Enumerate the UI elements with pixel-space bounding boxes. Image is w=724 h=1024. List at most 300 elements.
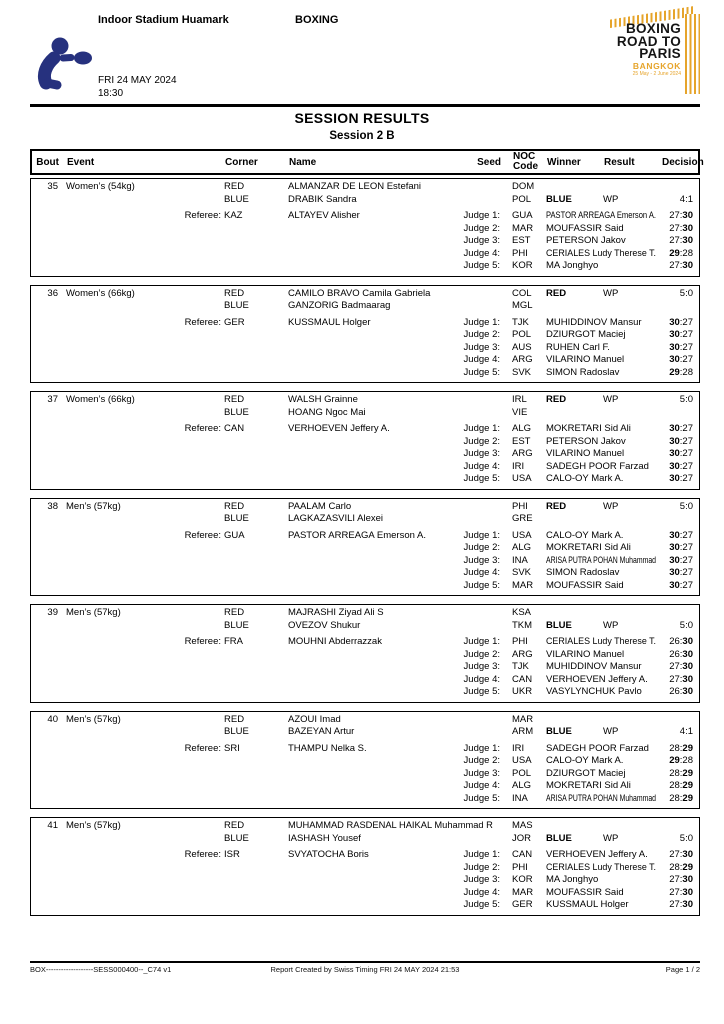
score-red: 30 [669, 448, 680, 459]
score-red: 30 [669, 473, 680, 484]
referee-judge1-row [31, 743, 699, 756]
seed-red [431, 714, 506, 727]
referee-noc: SRI [224, 742, 240, 754]
referee-noc: GER [224, 316, 245, 328]
judge-row [31, 448, 699, 461]
score-separator: : [679, 473, 683, 484]
judge-row [31, 899, 699, 912]
score-blue: 27 [682, 567, 693, 578]
score-red: 26 [669, 648, 680, 660]
bout-number: 40 [47, 713, 58, 725]
score-red: 28 [669, 792, 680, 804]
score-separator: : [679, 247, 683, 259]
red-corner-row [31, 181, 699, 194]
referee-judge1-row [31, 423, 699, 436]
judge-name: DZIURGOT Maciej [546, 329, 626, 340]
judge-noc: ARG [512, 354, 533, 365]
seed-red [431, 394, 506, 407]
judge-label: Judge 5: [463, 899, 500, 910]
score-red: 30 [669, 316, 680, 328]
judge-row [31, 223, 699, 236]
session-date: FRI 24 MAY 2024 [98, 75, 177, 86]
boxer-name-blue: HOANG Ngoc Mai [288, 406, 366, 418]
judge-row [31, 780, 699, 793]
score-separator: : [679, 316, 683, 328]
judge-name: PASTOR ARREAGA Emerson A. [546, 210, 656, 221]
logo-line1: BOXING [625, 21, 681, 36]
decision-value: 5:0 [679, 287, 693, 299]
judge-score [661, 436, 699, 449]
winner-label: BLUE [546, 726, 572, 737]
judge-score [661, 674, 699, 687]
referee-name: SVYATOCHA Boris [288, 849, 369, 860]
result-label [603, 181, 661, 194]
score-blue: 30 [682, 260, 693, 271]
seed-blue [431, 513, 506, 526]
referee-judge1-row [31, 530, 699, 543]
judge-score [661, 235, 699, 248]
judge-row [31, 248, 699, 261]
logo-stripe-bar [685, 14, 700, 94]
judge-label: Judge 3: [463, 554, 500, 566]
judge-score [661, 567, 699, 580]
score-red: 27 [669, 235, 680, 246]
corner-label-red: RED [224, 820, 245, 831]
noc-red: COL [512, 287, 532, 299]
judge-name: SADEGH POOR Farzad [546, 742, 649, 754]
score-blue: 27 [682, 329, 693, 340]
red-corner-row [31, 394, 699, 407]
score-red: 30 [669, 460, 680, 472]
referee-label: Referee: [184, 529, 221, 541]
noc-blue: POL [512, 193, 532, 205]
score-blue: 27 [682, 435, 693, 447]
blue-corner-row [31, 407, 699, 420]
noc-red: DOM [512, 181, 535, 192]
judge-noc: POL [512, 767, 532, 779]
judge-row [31, 436, 699, 449]
judge-score [661, 793, 699, 806]
result-label: WP [603, 619, 619, 631]
result-label [603, 407, 661, 420]
judge-score [661, 636, 699, 649]
noc-blue: MGL [512, 300, 533, 311]
bout-number: 37 [47, 394, 58, 405]
winner-label [546, 181, 603, 194]
col-event: Event [67, 156, 95, 168]
judge-name: CALO-OY Mark A. [546, 755, 624, 766]
score-separator: : [679, 435, 683, 447]
result-label [603, 513, 661, 526]
judge-score [661, 530, 699, 543]
seed-red [431, 181, 506, 194]
winner-label: RED [546, 287, 567, 299]
referee-label: Referee: [184, 210, 221, 221]
boxer-name-red: PAALAM Carlo [288, 500, 352, 512]
blue-corner-row [31, 513, 699, 526]
session-datetime [98, 74, 177, 100]
score-red: 30 [669, 542, 680, 553]
judge-name: MOKRETARI Sid Ali [546, 423, 631, 434]
col-noc-code: NOC Code [513, 151, 538, 172]
score-separator: : [679, 222, 683, 234]
judge-name: CERIALES Ludy Therese T. [546, 636, 657, 647]
score-red: 26 [669, 686, 680, 697]
judge-row [31, 567, 699, 580]
score-blue: 30 [682, 636, 693, 647]
judge-row [31, 887, 699, 900]
judge-noc: INA [512, 792, 528, 804]
judge-score [661, 448, 699, 461]
score-red: 28 [669, 780, 680, 791]
judge-noc: ALG [512, 423, 532, 434]
judge-row [31, 461, 699, 474]
score-blue: 28 [682, 755, 693, 766]
judge-name: SIMON Radoslav [546, 366, 620, 378]
referee-judge1-row [31, 636, 699, 649]
event-logo [596, 6, 700, 102]
decision-value [661, 714, 699, 727]
judge-name: VILARINO Manuel [546, 648, 625, 660]
referee-judge1-row [31, 210, 699, 223]
score-red: 29 [669, 755, 680, 766]
score-blue: 30 [682, 648, 693, 660]
judge-rows [31, 436, 699, 486]
judge-row [31, 661, 699, 674]
decision-value: 5:0 [679, 619, 693, 631]
result-label: WP [603, 394, 619, 405]
referee-label: Referee: [184, 316, 221, 328]
bout-section [30, 498, 700, 597]
table-header [30, 149, 704, 175]
judge-score [661, 862, 699, 875]
event-name: Women’s (66kg) [66, 394, 135, 405]
judge-name: VERHOEVEN Jeffery A. [546, 849, 648, 860]
decision-value [661, 300, 699, 313]
judge-row [31, 755, 699, 768]
boxer-name-blue: GANZORIG Badmaarag [288, 300, 391, 311]
score-red: 30 [669, 354, 680, 365]
score-red: 28 [669, 861, 680, 873]
page-title: SESSION RESULTS [294, 110, 430, 126]
score-blue: 30 [682, 210, 693, 221]
score-separator: : [679, 742, 683, 754]
score-separator: : [679, 780, 683, 791]
judge-label: Judge 3: [463, 341, 500, 353]
blue-corner-row [31, 726, 699, 739]
judge-score [661, 210, 699, 223]
bout-number: 35 [47, 181, 58, 192]
bouts [30, 178, 700, 924]
judge-row [31, 874, 699, 887]
judge-score [661, 743, 699, 756]
score-red: 27 [669, 899, 680, 910]
judge-label: Judge 1: [463, 316, 500, 328]
score-blue: 27 [682, 354, 693, 365]
score-separator: : [679, 210, 683, 221]
boxer-name-red: CAMILO BRAVO Camila Gabriela [288, 287, 431, 299]
judge-score [661, 887, 699, 900]
judge-score [661, 473, 699, 486]
decision-value [661, 607, 699, 620]
seed-red [431, 501, 506, 514]
judge-score [661, 260, 699, 273]
col-bout: Bout [36, 156, 59, 168]
score-separator: : [679, 636, 683, 647]
decision-value [661, 820, 699, 833]
score-blue: 30 [682, 222, 693, 234]
judge-row [31, 354, 699, 367]
seed-red [431, 607, 506, 620]
boxer-name-red: MAJRASHI Ziyad Ali S [288, 607, 384, 618]
judge-row [31, 260, 699, 273]
judge-noc: ALG [512, 780, 532, 791]
judge-noc: SVK [512, 567, 532, 578]
score-separator: : [679, 755, 683, 766]
judge-rows [31, 755, 699, 805]
judge-noc: ARG [512, 448, 533, 459]
venue-name: Indoor Stadium Huamark [98, 14, 229, 26]
judge-label: Judge 3: [463, 448, 500, 459]
judge-row [31, 367, 699, 380]
result-label: WP [603, 500, 619, 512]
score-blue: 30 [682, 686, 693, 697]
score-red: 30 [669, 435, 680, 447]
corner-label-blue: BLUE [224, 619, 249, 631]
col-decision: Decision [662, 156, 704, 168]
decision-value: 4:1 [679, 193, 693, 205]
judge-noc: MAR [512, 579, 534, 591]
judge-noc: UKR [512, 686, 533, 697]
noc-red: IRL [512, 394, 527, 405]
corner-label-blue: BLUE [224, 726, 249, 737]
score-blue: 27 [682, 529, 693, 541]
score-blue: 29 [682, 767, 693, 779]
judge-rows [31, 542, 699, 592]
score-red: 29 [669, 366, 680, 378]
score-blue: 30 [682, 874, 693, 885]
score-separator: : [679, 554, 683, 566]
seed-blue [431, 620, 506, 633]
score-separator: : [679, 849, 683, 860]
event-name: Men’s (57kg) [66, 607, 121, 618]
referee-noc: CAN [224, 423, 245, 434]
judge-noc: ALG [512, 542, 532, 553]
winner-label: BLUE [546, 619, 572, 631]
score-blue: 30 [682, 849, 693, 860]
judge-name: MOKRETARI Sid Ali [546, 542, 631, 553]
col-corner: Corner [225, 156, 258, 168]
winner-label: RED [546, 394, 567, 405]
judge-name: CERIALES Ludy Therese T. [546, 247, 657, 259]
judge-noc: KOR [512, 260, 533, 271]
judge-score [661, 661, 699, 674]
bout-section [30, 391, 700, 490]
header-divider [30, 104, 700, 107]
referee-judge1-row [31, 317, 699, 330]
referee-label: Referee: [184, 636, 221, 647]
result-label [603, 607, 661, 620]
score-blue: 27 [682, 316, 693, 328]
judge-row [31, 768, 699, 781]
session-subtitle: Session 2 B [329, 130, 395, 142]
judge-name: MA Jonghyo [546, 260, 599, 271]
noc-blue: GRE [512, 513, 533, 524]
score-red: 26 [669, 636, 680, 647]
judge-name: MUHIDDINOV Mansur [546, 661, 642, 672]
score-red: 30 [669, 341, 680, 353]
score-blue: 27 [682, 579, 693, 591]
event-name: Men’s (57kg) [66, 820, 121, 831]
score-blue: 30 [682, 886, 693, 898]
noc-red: MAR [512, 713, 534, 725]
bout-section [30, 711, 700, 810]
judge-noc: IRI [512, 742, 525, 754]
judge-label: Judge 1: [463, 849, 500, 860]
winner-label [546, 820, 603, 833]
score-blue: 29 [682, 792, 693, 804]
judge-score [661, 354, 699, 367]
judge-label: Judge 4: [463, 886, 500, 898]
judge-score [661, 874, 699, 887]
result-label [603, 300, 661, 313]
score-separator: : [679, 542, 683, 553]
seed-blue [431, 194, 506, 207]
score-red: 27 [669, 874, 680, 885]
judge-label: Judge 2: [463, 542, 500, 553]
score-blue: 27 [682, 473, 693, 484]
judge-name: KUSSMAUL Holger [546, 899, 629, 910]
judge-noc: GER [512, 899, 533, 910]
judge-label: Judge 2: [463, 861, 500, 873]
score-separator: : [679, 686, 683, 697]
judge-row [31, 473, 699, 486]
blue-corner-row [31, 620, 699, 633]
judge-label: Judge 4: [463, 247, 500, 259]
judge-row [31, 342, 699, 355]
winner-label: BLUE [546, 193, 572, 205]
score-blue: 30 [682, 673, 693, 685]
judge-rows [31, 649, 699, 699]
judge-score [661, 423, 699, 436]
noc-red: KSA [512, 607, 532, 618]
judge-score [661, 649, 699, 662]
score-red: 27 [669, 661, 680, 672]
seed-blue [431, 407, 506, 420]
score-red: 27 [669, 260, 680, 271]
judge-score [661, 461, 699, 474]
col-name: Name [289, 156, 317, 168]
judge-label: Judge 2: [463, 755, 500, 766]
judge-noc: MAR [512, 886, 534, 898]
score-separator: : [679, 366, 683, 378]
score-separator: : [679, 567, 683, 578]
judge-noc: GUA [512, 210, 533, 221]
score-blue: 30 [682, 899, 693, 910]
judge-label: Judge 5: [463, 473, 500, 484]
score-blue: 27 [682, 542, 693, 553]
boxer-name-red: ALMANZAR DE LEON Estefani [288, 181, 422, 192]
judge-label: Judge 5: [463, 260, 500, 271]
score-red: 30 [669, 567, 680, 578]
corner-label-red: RED [224, 607, 245, 618]
event-name: Men’s (57kg) [66, 713, 121, 725]
winner-label [546, 300, 603, 313]
judge-name: ARISA PUTRA POHAN Muhammad [546, 554, 657, 566]
session-time: 18:30 [98, 88, 124, 99]
report-header [30, 0, 700, 106]
judge-label: Judge 1: [463, 636, 500, 647]
blue-corner-row [31, 833, 699, 846]
judge-label: Judge 2: [463, 648, 500, 660]
score-red: 27 [669, 849, 680, 860]
judge-label: Judge 3: [463, 235, 500, 246]
judge-label: Judge 1: [463, 742, 500, 754]
corner-label-red: RED [224, 500, 245, 512]
result-label: WP [603, 726, 619, 737]
judge-score [661, 329, 699, 342]
noc-blue: ARM [512, 726, 534, 737]
judge-name: CALO-OY Mark A. [546, 473, 624, 484]
score-blue: 29 [682, 742, 693, 754]
score-separator: : [679, 460, 683, 472]
judge-score [661, 248, 699, 261]
judge-label: Judge 2: [463, 329, 500, 340]
score-red: 30 [669, 554, 680, 566]
referee-name: PASTOR ARREAGA Emerson A. [288, 529, 426, 541]
score-red: 27 [669, 222, 680, 234]
winner-label [546, 513, 603, 526]
bout-section [30, 604, 700, 703]
judge-noc: MAR [512, 222, 534, 234]
score-separator: : [679, 529, 683, 541]
event-name: Women’s (66kg) [66, 287, 135, 299]
col-winner: Winner [547, 156, 581, 168]
referee-name: ALTAYEV Alisher [288, 210, 360, 221]
judge-score [661, 849, 699, 862]
bout-section [30, 178, 700, 277]
judge-score [661, 686, 699, 699]
decision-value: 5:0 [679, 394, 693, 405]
blue-corner-row [31, 194, 699, 207]
event-name: Women’s (54kg) [66, 181, 135, 192]
judge-label: Judge 3: [463, 767, 500, 779]
judge-name: CERIALES Ludy Therese T. [546, 861, 657, 873]
seed-red [431, 288, 506, 301]
judge-row [31, 674, 699, 687]
referee-name: THAMPU Nelka S. [288, 742, 367, 754]
corner-label-red: RED [224, 713, 245, 725]
judge-name: RUHEN Carl F. [546, 341, 610, 353]
boxer-name-blue: IASHASH Yousef [288, 832, 361, 844]
judge-label: Judge 4: [463, 354, 500, 365]
seed-blue [431, 300, 506, 313]
boxer-name-blue: BAZEYAN Artur [288, 726, 355, 737]
referee-name: KUSSMAUL Holger [288, 316, 371, 328]
seed-blue [431, 833, 506, 846]
boxer-name-blue: DRABIK Sandra [288, 193, 357, 205]
red-corner-row [31, 501, 699, 514]
score-blue: 27 [682, 341, 693, 353]
noc-blue: TKM [512, 619, 533, 631]
corner-label-blue: BLUE [224, 193, 249, 205]
decision-value: 5:0 [679, 500, 693, 512]
score-separator: : [679, 661, 683, 672]
judge-label: Judge 2: [463, 222, 500, 234]
corner-label-red: RED [224, 181, 245, 192]
judge-name: PETERSON Jakov [546, 435, 626, 447]
judge-noc: USA [512, 473, 532, 484]
